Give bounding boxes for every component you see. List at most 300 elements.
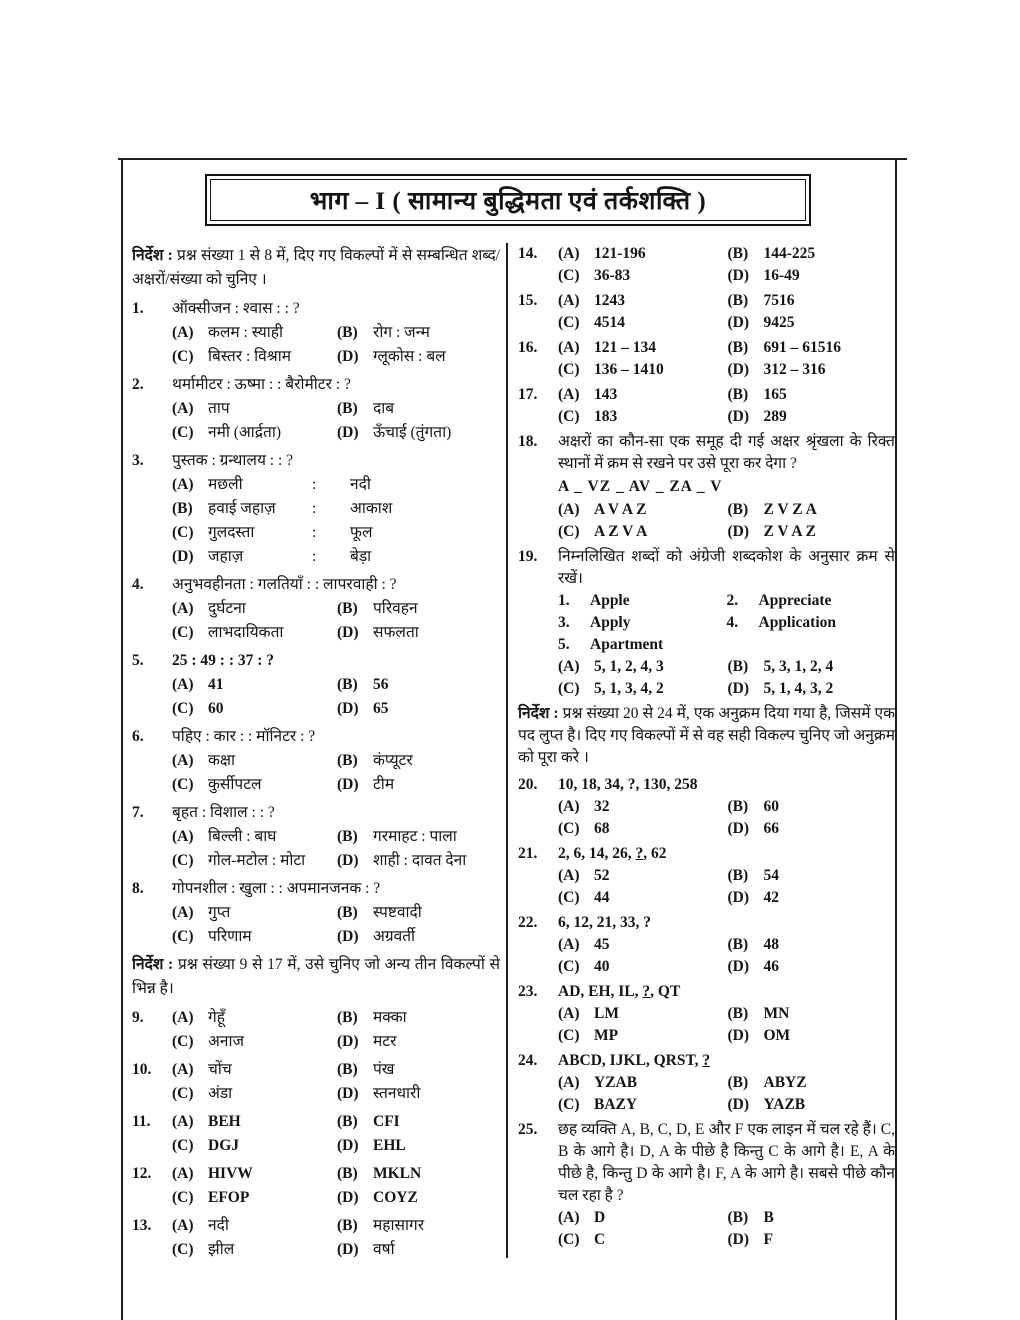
- option: [337, 697, 500, 721]
- option-label: (B): [337, 752, 358, 769]
- option-text: EFOP: [208, 1189, 250, 1206]
- direction-text: [518, 703, 895, 769]
- section-title-inner-border: [210, 179, 806, 221]
- option-text: A V A Z: [594, 501, 647, 518]
- question-body: [558, 431, 895, 543]
- options-grid: [558, 934, 895, 978]
- option-text: मटर: [373, 1033, 397, 1050]
- option-label: (B): [727, 245, 749, 262]
- option: [337, 749, 500, 773]
- question-body: [172, 373, 500, 445]
- option-label: (D): [337, 1033, 359, 1050]
- direction-text: [132, 953, 500, 1001]
- option: [172, 421, 335, 445]
- option-label: (C): [172, 348, 194, 365]
- options-grid: [172, 1058, 500, 1106]
- option: [172, 345, 335, 369]
- option: [337, 901, 500, 925]
- letter-series-line: A _ VZ _ AV _ ZA _ V: [558, 478, 723, 495]
- option-label: (C): [172, 1137, 194, 1154]
- option-text: 5, 3, 1, 2, 4: [763, 658, 834, 675]
- question-body: [172, 297, 500, 369]
- option-label: (A): [172, 1217, 194, 1234]
- question: [132, 1110, 500, 1158]
- options-grid: [558, 337, 895, 381]
- options-grid: [558, 1207, 895, 1251]
- option-text: 36-83: [594, 267, 631, 284]
- option: [172, 1006, 335, 1030]
- option-label: (D): [727, 889, 750, 906]
- word-number: 1.: [558, 592, 570, 609]
- option-label: (A): [172, 1061, 194, 1078]
- question-body: [172, 573, 500, 645]
- option-text: 45: [594, 936, 610, 953]
- word-list: [558, 590, 895, 656]
- option-label: (D): [172, 548, 194, 565]
- option-text: 44: [594, 889, 610, 906]
- question: [518, 843, 895, 909]
- word-item: [727, 590, 896, 612]
- option-label: (C): [172, 1085, 194, 1102]
- question-text: 25 : 49 : : 37 : ?: [172, 652, 275, 669]
- option-label: (C): [558, 1096, 580, 1113]
- options-grid: [172, 749, 500, 797]
- option-text-right: बेड़ा: [350, 548, 372, 565]
- option-text: झील: [208, 1241, 235, 1258]
- option-text: MP: [594, 1027, 619, 1044]
- question: [132, 573, 500, 645]
- option-label: (D): [337, 776, 359, 793]
- option-label: (D): [727, 267, 750, 284]
- option-label: (B): [727, 386, 749, 403]
- question-number: 19.: [518, 548, 538, 565]
- options-grid: [172, 901, 500, 949]
- question-body: [558, 1050, 895, 1116]
- option-text: नमी (आर्द्रता): [208, 424, 282, 441]
- option-label: (B): [727, 798, 749, 815]
- options-grid: [558, 243, 895, 287]
- option: [728, 337, 896, 359]
- page-frame-left-line: [121, 158, 123, 1320]
- question-body: [172, 877, 500, 949]
- option: [558, 656, 726, 678]
- option-label: (D): [727, 361, 750, 378]
- question-body: [558, 774, 895, 840]
- option: [558, 359, 726, 381]
- option-text: COYZ: [373, 1189, 418, 1206]
- options-grid: [558, 865, 895, 909]
- option-text: 32: [594, 798, 610, 815]
- colon-separator: :: [312, 548, 317, 565]
- option-text: चोंच: [208, 1061, 232, 1078]
- option-label: (A): [558, 1005, 580, 1022]
- option-label: (D): [337, 1085, 359, 1102]
- question-text: अनुभवहीनता : गलतियाँ : : लापरवाही : ?: [172, 576, 397, 593]
- option: [728, 312, 896, 334]
- question-number: 4.: [132, 576, 144, 593]
- option-text: B: [763, 1209, 774, 1226]
- question-number: 6.: [132, 728, 144, 745]
- colon-separator: :: [312, 500, 317, 517]
- question: [132, 877, 500, 949]
- question-text: 10, 18, 34, ?, 130, 258: [558, 776, 698, 793]
- option-label: (A): [172, 676, 194, 693]
- option: [558, 934, 726, 956]
- option-label: (C): [558, 1231, 580, 1248]
- option-text: 41: [208, 676, 224, 693]
- option-text: दुर्घटना: [208, 600, 246, 617]
- option-label: (C): [172, 524, 194, 541]
- option-label: (C): [172, 928, 194, 945]
- option-label: (C): [172, 424, 194, 441]
- options-grid: [172, 397, 500, 445]
- option-label: (B): [727, 867, 749, 884]
- option: [728, 243, 896, 265]
- question: [518, 546, 895, 700]
- direction-text: [132, 244, 500, 292]
- options-grid: [558, 796, 895, 840]
- option-text: महासागर: [373, 1217, 425, 1234]
- option: [728, 865, 896, 887]
- options-grid: [172, 673, 500, 721]
- option-label: (C): [172, 1189, 194, 1206]
- question: [518, 384, 895, 428]
- direction-label: निर्देश :: [132, 247, 173, 264]
- option-label: (A): [172, 400, 194, 417]
- option-label: (B): [727, 658, 749, 675]
- option-text-left: गुलदस्ता: [208, 524, 255, 541]
- option-label: (C): [172, 1033, 194, 1050]
- question-number: 18.: [518, 433, 538, 450]
- question: [518, 912, 895, 978]
- option: [558, 1003, 726, 1025]
- option-label: (C): [558, 680, 580, 697]
- question-text: निम्नलिखित शब्दों को अंग्रेजी शब्दकोश के अनुसार क्रम से रखें।: [558, 548, 895, 587]
- option-text: OM: [763, 1027, 791, 1044]
- option-label: (A): [558, 339, 580, 356]
- option: [558, 312, 726, 334]
- question-number: 1.: [132, 300, 144, 317]
- option: [337, 1006, 500, 1030]
- option-text: 46: [763, 958, 779, 975]
- option: [172, 1082, 335, 1106]
- option-label: (B): [337, 1113, 358, 1130]
- option-text: 183: [594, 408, 618, 425]
- option-label: (C): [172, 776, 194, 793]
- option: [337, 1162, 500, 1186]
- option-label: (C): [172, 1241, 194, 1258]
- question-text: ऑक्सीजन : श्वास : : ?: [172, 300, 300, 317]
- option-text-left: हवाई जहाज़: [208, 500, 276, 517]
- option-text: 5, 1, 2, 4, 3: [594, 658, 664, 675]
- question-body: [172, 649, 500, 721]
- option-label: (B): [727, 1074, 749, 1091]
- option: [728, 384, 896, 406]
- option: [337, 925, 500, 949]
- question-text: थर्मामीटर : ऊष्मा : : बैरोमीटर : ?: [172, 376, 351, 393]
- option-label: (B): [337, 1217, 358, 1234]
- option: [728, 934, 896, 956]
- option-text: परिवहन: [373, 600, 418, 617]
- option-text: C: [594, 1231, 606, 1248]
- option: [172, 545, 500, 569]
- question-number: 21.: [518, 845, 538, 862]
- option: [558, 1072, 726, 1094]
- option-label: (A): [558, 292, 580, 309]
- option-label: (D): [337, 1241, 359, 1258]
- option: [172, 849, 335, 873]
- option: [558, 499, 726, 521]
- question-body: [558, 337, 895, 381]
- option: [172, 597, 335, 621]
- option: [337, 825, 500, 849]
- option: [558, 521, 726, 543]
- question-body: [172, 1058, 500, 1106]
- option-label: (D): [337, 1189, 359, 1206]
- option-text: DGJ: [208, 1137, 239, 1154]
- option-label: (D): [727, 958, 750, 975]
- option-text: A Z V A: [594, 523, 648, 540]
- option-text: HIVW: [208, 1165, 253, 1182]
- option-text: लाभदायिकता: [208, 624, 284, 641]
- option-label: (A): [172, 1113, 194, 1130]
- option: [728, 678, 896, 700]
- options-grid: [172, 473, 500, 569]
- option-text: 66: [763, 820, 779, 837]
- option-label: (B): [727, 339, 749, 356]
- direction-body: प्रश्न संख्या 20 से 24 में, एक अनुक्रम दिया गया है, जिसमें एक पद लुप्त है। दिए गए विकल्पों में से वह सही विकल्प चुनिए जो अनुक्रम को पूरा करे ।: [518, 705, 895, 766]
- option: [172, 773, 335, 797]
- option-label: (C): [558, 361, 580, 378]
- option-text: 121-196: [594, 245, 646, 262]
- option-label: (A): [172, 324, 194, 341]
- underlined-missing-term: ?: [702, 1052, 711, 1069]
- option-text: शाही : दावत देना: [373, 852, 467, 869]
- option-label: (B): [337, 400, 358, 417]
- option-label: (C): [172, 624, 194, 641]
- option-label: (A): [558, 386, 580, 403]
- option-label: (C): [172, 852, 194, 869]
- option: [728, 521, 896, 543]
- page-title: भाग – I ( सामान्य बुद्धिमता एवं तर्कशक्ति ): [309, 188, 707, 215]
- question: [132, 297, 500, 369]
- option-text-right: फूल: [350, 524, 373, 541]
- question-number: 5.: [132, 652, 144, 669]
- word-number: 4.: [726, 614, 739, 631]
- option-label: (A): [172, 476, 194, 493]
- question-body: [558, 1119, 895, 1251]
- option: [172, 925, 335, 949]
- question-text: गोपनशील : खुला : : अपमानजनक : ?: [172, 880, 381, 897]
- option-label: (A): [558, 501, 580, 518]
- question-number: 25.: [518, 1121, 538, 1138]
- question-columns: [132, 243, 895, 1320]
- option: [337, 621, 500, 645]
- option-label: (A): [558, 1074, 580, 1091]
- option-text: ताप: [208, 400, 230, 417]
- question-number: 11.: [132, 1113, 151, 1130]
- option: [172, 1110, 335, 1134]
- question-number: 17.: [518, 386, 538, 403]
- option-text: गुप्त: [208, 904, 231, 921]
- option: [728, 887, 896, 909]
- option-label: (C): [558, 820, 580, 837]
- option-text: कंप्यूटर: [373, 752, 413, 769]
- option: [172, 1238, 335, 1262]
- option: [558, 818, 726, 840]
- option: [337, 321, 500, 345]
- question: [132, 1214, 500, 1262]
- option-label: (D): [337, 624, 359, 641]
- word-number: 2.: [726, 592, 739, 609]
- direction-label: निर्देश :: [518, 705, 559, 722]
- option-text: 54: [763, 867, 779, 884]
- option: [558, 406, 726, 428]
- option: [558, 265, 726, 287]
- question-body: [172, 801, 500, 873]
- option-text: ग्लूकोस : बल: [373, 348, 446, 365]
- option: [558, 1207, 726, 1229]
- option-text: कक्षा: [208, 752, 236, 769]
- option: [558, 1025, 726, 1047]
- direction-body: प्रश्न संख्या 1 से 8 में, दिए गए विकल्पों में से सम्बन्धित शब्द/अक्षरों/संख्या को चुनिए ।: [132, 247, 500, 288]
- page-frame-top-line: [118, 158, 907, 160]
- option-text: वर्षा: [373, 1241, 395, 1258]
- option-text: नदी: [208, 1217, 229, 1234]
- option: [558, 384, 726, 406]
- question-body: [172, 449, 500, 569]
- word-text: Apartment: [590, 636, 664, 653]
- option-text: 144-225: [763, 245, 816, 262]
- option-label: (D): [727, 523, 750, 540]
- question-number: 23.: [518, 983, 538, 1000]
- option-label: (B): [337, 1009, 358, 1026]
- option: [728, 1094, 896, 1116]
- question-number: 3.: [132, 452, 144, 469]
- word-item: [727, 612, 896, 634]
- option: [337, 773, 500, 797]
- option: [172, 697, 335, 721]
- question-number: 7.: [132, 804, 144, 821]
- option: [558, 1094, 726, 1116]
- option-text: Z V A Z: [763, 523, 816, 540]
- word-item: [558, 590, 727, 612]
- question: [518, 1119, 895, 1251]
- option-text: ABYZ: [763, 1074, 807, 1091]
- question: [132, 449, 500, 569]
- question-text: पुस्तक : ग्रन्थालय : : ?: [172, 452, 294, 469]
- option: [728, 1025, 896, 1047]
- option: [172, 1214, 335, 1238]
- option: [558, 290, 726, 312]
- option: [172, 1030, 335, 1054]
- option-text: स्पष्टवादी: [373, 904, 422, 921]
- options-grid: [558, 656, 895, 700]
- options-grid: [172, 1110, 500, 1158]
- option-label: (B): [337, 324, 358, 341]
- option: [337, 1134, 500, 1158]
- option-label: (C): [558, 314, 580, 331]
- option-label: (A): [172, 752, 194, 769]
- option-text: CFI: [373, 1113, 400, 1130]
- question: [132, 725, 500, 797]
- option-text: रोग : जन्म: [373, 324, 430, 341]
- options-grid: [558, 384, 895, 428]
- option: [172, 749, 335, 773]
- option-text: कुर्सीपटल: [208, 776, 262, 793]
- option: [172, 473, 500, 497]
- option-text: 68: [594, 820, 610, 837]
- word-text: Application: [758, 614, 837, 631]
- option-label: (B): [727, 1005, 749, 1022]
- option: [558, 796, 726, 818]
- option: [558, 956, 726, 978]
- option-text: YAZB: [763, 1096, 806, 1113]
- option-text: 691 – 61516: [763, 339, 841, 356]
- option-text: 5, 1, 3, 4, 2: [594, 680, 664, 697]
- option-label: (B): [337, 904, 358, 921]
- option-text-right: आकाश: [350, 500, 393, 517]
- option: [172, 321, 335, 345]
- option-label: (D): [337, 348, 359, 365]
- option-text: अनाज: [208, 1033, 244, 1050]
- option-label: (B): [337, 676, 358, 693]
- option-label: (C): [172, 700, 194, 717]
- word-item: [558, 634, 727, 656]
- option-label: (A): [172, 600, 194, 617]
- option-text: F: [763, 1231, 773, 1248]
- question-body: [558, 290, 895, 334]
- word-number: 3.: [558, 614, 570, 631]
- option-label: (B): [337, 1061, 358, 1078]
- option-text: EHL: [373, 1137, 406, 1154]
- option: [337, 1214, 500, 1238]
- option: [337, 397, 500, 421]
- underlined-missing-term: ?: [635, 845, 644, 862]
- option-text: अंडा: [208, 1085, 233, 1102]
- option: [558, 243, 726, 265]
- option-label: (C): [558, 523, 580, 540]
- option-label: (D): [727, 1231, 750, 1248]
- question-body: [172, 1214, 500, 1262]
- option: [558, 678, 726, 700]
- question-text: 2, 6, 14, 26, ?, 62: [558, 845, 667, 862]
- option: [172, 1162, 335, 1186]
- option: [728, 956, 896, 978]
- direction-body: प्रश्न संख्या 9 से 17 में, उसे चुनिए जो अन्य तीन विकल्पों से भिन्न है।: [132, 956, 501, 997]
- question-number: 8.: [132, 880, 144, 897]
- options-grid: [172, 1214, 500, 1262]
- option-label: (A): [558, 658, 580, 675]
- question: [518, 1050, 895, 1116]
- option-text: 4514: [594, 314, 625, 331]
- option: [337, 1030, 500, 1054]
- option-text: टीम: [373, 776, 395, 793]
- option-label: (B): [727, 501, 749, 518]
- question-body: [172, 1110, 500, 1158]
- option: [337, 849, 500, 873]
- question-text: पहिए : कार : : मॉनिटर : ?: [172, 728, 316, 745]
- option-text: 312 – 316: [763, 361, 826, 378]
- direction-label: निर्देश :: [132, 956, 174, 973]
- option-text: 60: [208, 700, 224, 717]
- option: [728, 499, 896, 521]
- option-text: 52: [594, 867, 610, 884]
- question-text: छह व्यक्ति A, B, C, D, E और F एक लाइन में चल रहे हैं। C, B के आगे है। D, A के पीछे है किन्तु C के आगे है। E, A के पीछे है, किन्तु D के आगे है। F, A के आगे है। सबसे पीछे कौन चल रहा है ?: [558, 1121, 895, 1204]
- option: [337, 1186, 500, 1210]
- option-label: (A): [172, 1009, 194, 1026]
- option: [728, 796, 896, 818]
